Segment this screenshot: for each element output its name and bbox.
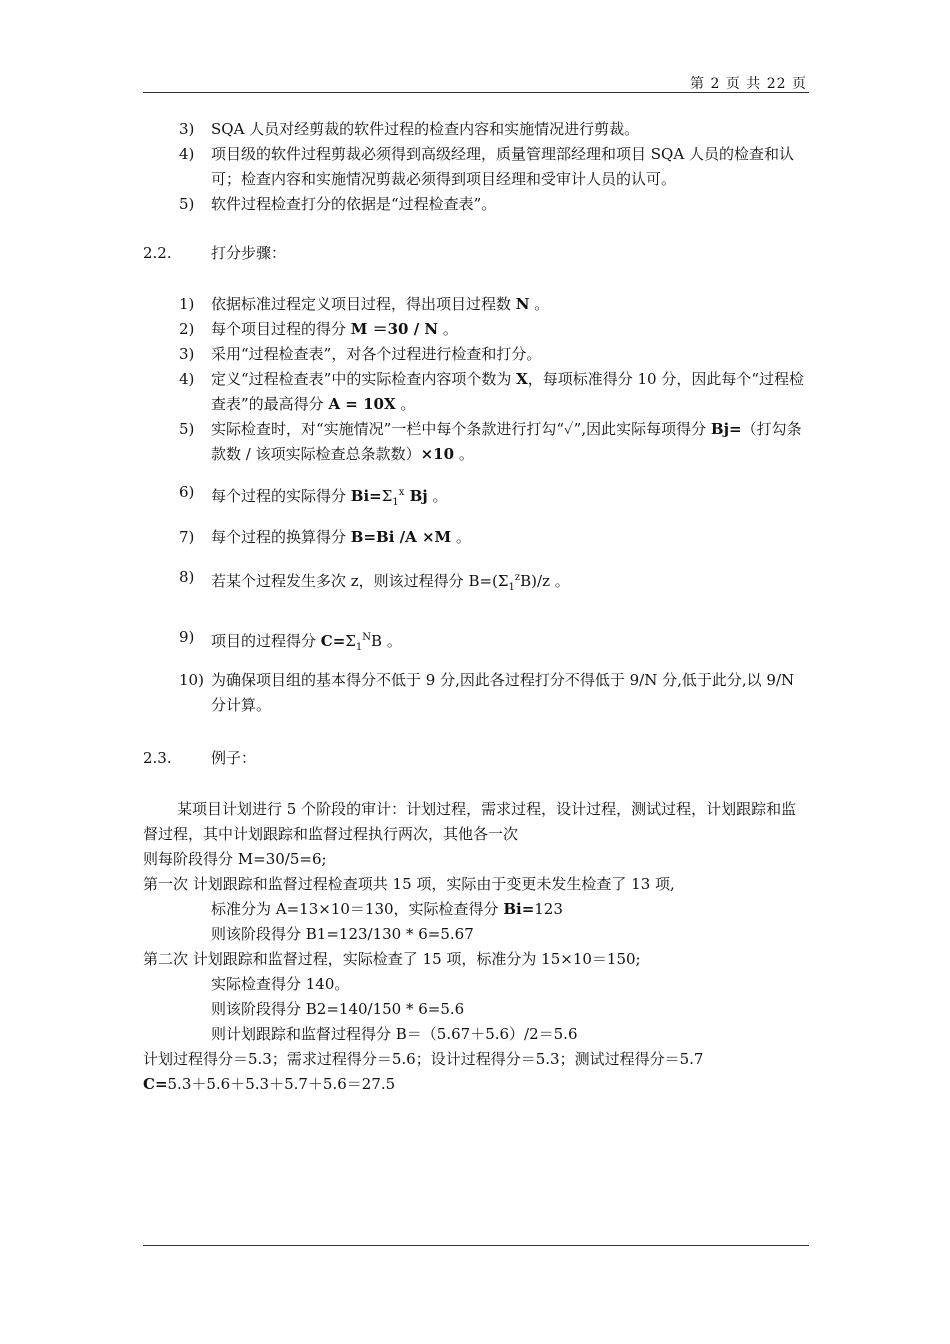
step-5: 5) 实际检查时，对“实施情况”一栏中每个条款进行打勾“✓”,因此实际每项得分 Bj=（打勾条款数 / 该项实际检查总条款数）×10 。 [179, 420, 802, 463]
example-line: 则计划跟踪和监督过程得分 B＝（5.67＋5.6）/2＝5.6 [211, 1025, 578, 1043]
step-9: 9) 项目的过程得分 $C=\Sigma_1^NB$ 。 [179, 628, 402, 653]
example-section [143, 797, 809, 1097]
step-7: 7) 每个过程的换算得分 B=Bi /A ×M 。 [179, 528, 471, 546]
example-line: 则该阶段得分 B2=140/150 * 6=5.6 [211, 1000, 465, 1018]
step-3: 3) 采用“过程检查表”，对各个过程进行检查和打分。 [179, 345, 542, 363]
list-item: 3) SQA 人员对经剪裁的软件过程的检查内容和实施情况进行剪裁。 [179, 120, 640, 138]
example-total: C=5.3＋5.6＋5.3＋5.7＋5.6＝27.5 [143, 1075, 396, 1093]
section-heading-2-2: 2.2. 打分步骤： [143, 244, 287, 262]
step-10: 10) 为确保项目组的基本得分不低于 9 分,因此各过程打分不得低于 9/N 分,低于此分,以 9/N 分计算。 [179, 671, 795, 714]
example-line: 标准分为 A=13×10＝130，实际检查得分 Bi=123 [211, 900, 563, 918]
list-item: 4) 项目级的软件过程剪裁必须得到高级经理，质量管理部经理和项目 SQA 人员的检查和认可；检查内容和实施情况剪裁必须得到项目经理和受审计人员的认可。 [179, 145, 794, 188]
header-rule [143, 92, 809, 93]
example-line: 计划过程得分＝5.3；需求过程得分＝5.6；设计过程得分＝5.3；测试过程得分＝5.7 [143, 1050, 704, 1068]
example-line: 第一次 计划跟踪和监督过程检查项共 15 项，实际由于变更未发生检查了 13 项, [143, 875, 675, 893]
scoring-steps-list [143, 292, 809, 718]
step-4: 4) 定义“过程检查表”中的实际检查内容项个数为 X，每项标准得分 10 分，因此每个“过程检查表”的最高得分 A = 10X 。 [179, 370, 805, 413]
page-number-header: 第 2 页 共 22 页 [690, 76, 807, 92]
step-2: 2) 每个项目过程的得分 M ＝30 / N 。 [179, 320, 458, 338]
section-heading-2-3: 2.3. 例子： [143, 749, 257, 767]
document-body [143, 117, 809, 1097]
step-1: 1) 依据标准过程定义项目过程，得出项目过程数 N 。 [179, 295, 550, 313]
list-item: 5) 软件过程检查打分的依据是“过程检查表”。 [179, 195, 497, 213]
footer-rule [143, 1245, 809, 1246]
step-6: 6) 每个过程的实际得分 $Bi=\Sigma_1^x$ Bj 。 [179, 483, 448, 508]
example-line: 则每阶段得分 M=30/5=6; [143, 850, 327, 868]
example-paragraph: 某项目计划进行 5 个阶段的审计：计划过程，需求过程，设计过程，测试过程，计划跟踪和监督过程，其中计划跟踪和监督过程执行两次，其他各一次 [143, 800, 797, 843]
example-line: 第二次 计划跟踪和监督过程，实际检查了 15 项，标准分为 15×10＝150; [143, 950, 641, 968]
principles-list [143, 117, 809, 217]
example-line: 则该阶段得分 B1=123/130 * 6=5.67 [211, 925, 474, 943]
example-line: 实际检查得分 140。 [211, 975, 350, 993]
step-8: 8) 若某个过程发生多次 z，则该过程得分 $B=(\Sigma_1^zB)/z$ 。 [179, 568, 570, 593]
